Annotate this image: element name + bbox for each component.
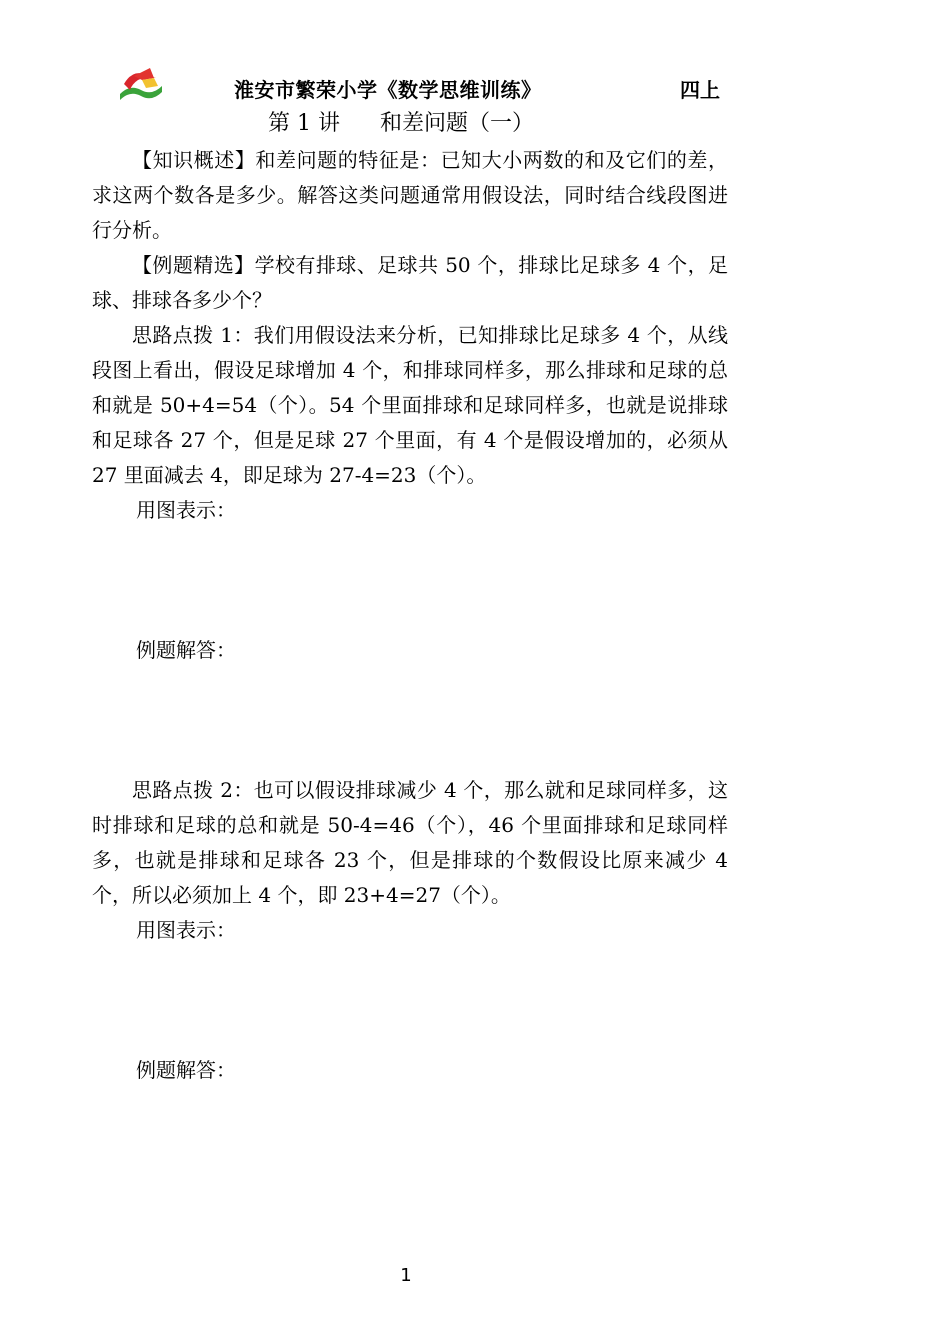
school-logo-icon — [116, 64, 166, 104]
answer-label-1: 例题解答： — [136, 638, 236, 662]
answer-area-1 — [92, 668, 728, 773]
example-paragraph: 【例题精选】学校有排球、足球共 50 个，排球比足球多 4 个，足球、排球各多少个？ — [92, 253, 728, 312]
lecture-number: 第 1 讲 — [268, 111, 340, 136]
diagram-label-2: 用图表示： — [136, 918, 236, 942]
grade-label: 四上 — [680, 78, 720, 102]
lecture-topic: 和差问题（一） — [379, 111, 534, 136]
lecture-title — [268, 106, 534, 137]
document-body — [92, 143, 728, 1088]
hint-1-paragraph: 思路点拨 1：我们用假设法来分析，已知排球比足球多 4 个，从线段图上看出，假设足球增加 4 个，和排球同样多，那么排球和足球的总和就是 50+4=54（个）。54 个里面排球和足球同样多，也就是说排球和足球各 27 个，但是足球 27 个里面，有 4 个是假设增加的，必须从 27 里面减去 4，即足球为 27-4=23（个）。 — [92, 323, 728, 487]
page-header — [0, 60, 950, 110]
hint-2-paragraph: 思路点拨 2：也可以假设排球减少 4 个，那么就和足球同样多，这时排球和足球的总和就是 50-4=46（个），46 个里面排球和足球同样多，也就是排球和足球各 23 个，但是排球的个数假设比原来减少 4 个，所以必须加上 4 个，即 23+4=27（个）。 — [92, 778, 728, 907]
school-title: 淮安市繁荣小学《数学思维训练》 — [234, 78, 542, 102]
diagram-area-2 — [92, 948, 728, 1053]
page-number: 1 — [400, 1265, 412, 1286]
diagram-area-1 — [92, 528, 728, 633]
diagram-label-1: 用图表示： — [136, 498, 236, 522]
answer-label-2: 例题解答： — [136, 1058, 236, 1082]
overview-paragraph: 【知识概述】和差问题的特征是：已知大小两数的和及它们的差，求这两个数各是多少。解答这类问题通常用假设法，同时结合线段图进行分析。 — [92, 148, 728, 242]
